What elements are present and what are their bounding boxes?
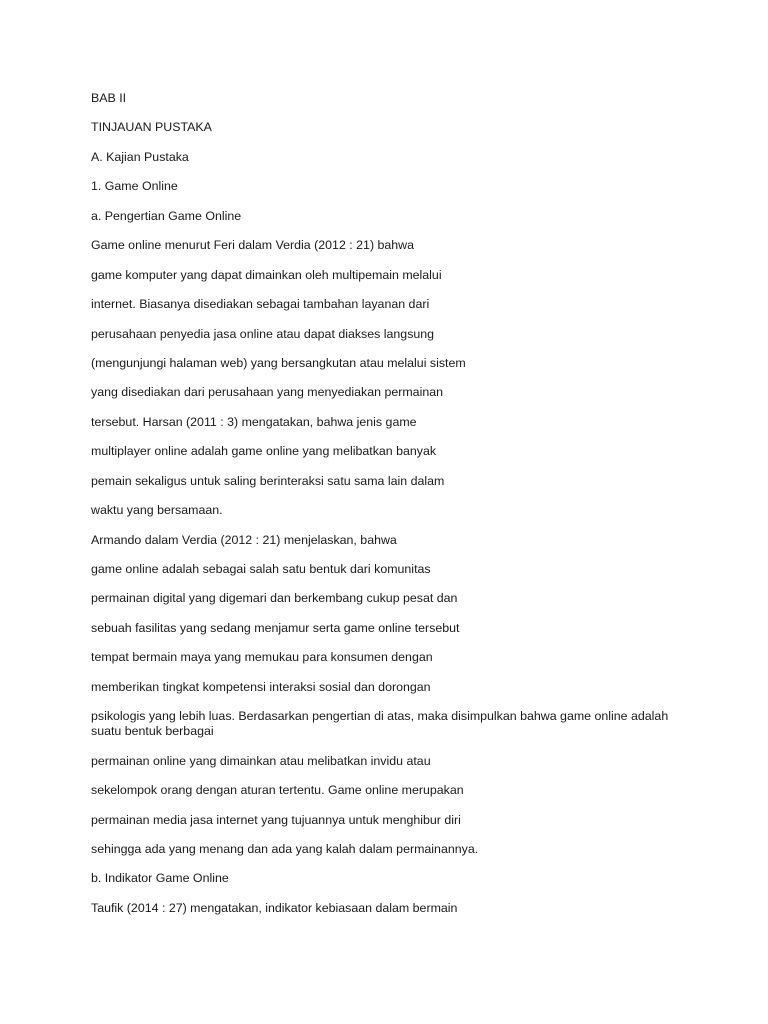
paragraph-line: game online adalah sebagai salah satu bentuk dari komunitas xyxy=(91,562,431,576)
paragraph-line-wrapped: psikologis yang lebih luas. Berdasarkan pengertian di atas, maka disimpulkan bahwa game online adalah suatu bentuk berbagai xyxy=(91,709,669,739)
paragraph-line: perusahaan penyedia jasa online atau dapat diakses langsung xyxy=(91,326,435,341)
document-body xyxy=(91,91,691,930)
paragraph-line: tempat bermain maya yang memukau para konsumen dengan xyxy=(91,650,433,665)
paragraph-line: multiplayer online adalah game online yang melibatkan banyak xyxy=(91,444,437,459)
paragraph-line: internet. Biasanya disediakan sebagai tambahan layanan dari xyxy=(91,297,430,312)
subsubsection-heading: a. Pengertian Game Online xyxy=(91,208,242,223)
paragraph-line: Armando dalam Verdia (2012 : 21) menjelaskan, bahwa xyxy=(91,532,397,547)
paragraph-line: tersebut. Harsan (2011 : 3) mengatakan, bahwa jenis game xyxy=(91,414,417,429)
chapter-number: BAB II xyxy=(91,91,127,105)
paragraph-line: permainan online yang dimainkan atau melibatkan invidu atau xyxy=(91,753,431,768)
chapter-title: TINJAUAN PUSTAKA xyxy=(91,120,212,135)
paragraph-line: Taufik (2014 : 27) mengatakan, indikator kebiasaan dalam bermain xyxy=(91,900,458,915)
paragraph-line: (mengunjungi halaman web) yang bersangkutan atau melalui sistem xyxy=(91,355,466,370)
paragraph-line: permainan media jasa internet yang tujuannya untuk menghibur diri xyxy=(91,812,461,827)
paragraph-line: sehingga ada yang menang dan ada yang kalah dalam permainannya. xyxy=(91,841,479,856)
paragraph-line: sebuah fasilitas yang sedang menjamur serta game online tersebut xyxy=(91,620,460,635)
paragraph-line: Game online menurut Feri dalam Verdia (2012 : 21) bahwa xyxy=(91,238,415,253)
subsubsection-heading: b. Indikator Game Online xyxy=(91,871,229,886)
section-heading: A. Kajian Pustaka xyxy=(91,149,189,164)
paragraph-line: waktu yang bersamaan. xyxy=(91,503,223,518)
paragraph-line: permainan digital yang digemari dan berkembang cukup pesat dan xyxy=(91,591,458,606)
paragraph-line: game komputer yang dapat dimainkan oleh multipemain melalui xyxy=(91,267,442,282)
subsection-heading: 1. Game Online xyxy=(91,179,178,194)
paragraph-line: sekelompok orang dengan aturan tertentu. Game online merupakan xyxy=(91,783,464,798)
paragraph-line: memberikan tingkat kompetensi interaksi sosial dan dorongan xyxy=(91,679,431,694)
paragraph-line: pemain sekaligus untuk saling berinteraksi satu sama lain dalam xyxy=(91,473,445,488)
paragraph-line: yang disediakan dari perusahaan yang menyediakan permainan xyxy=(91,385,443,400)
